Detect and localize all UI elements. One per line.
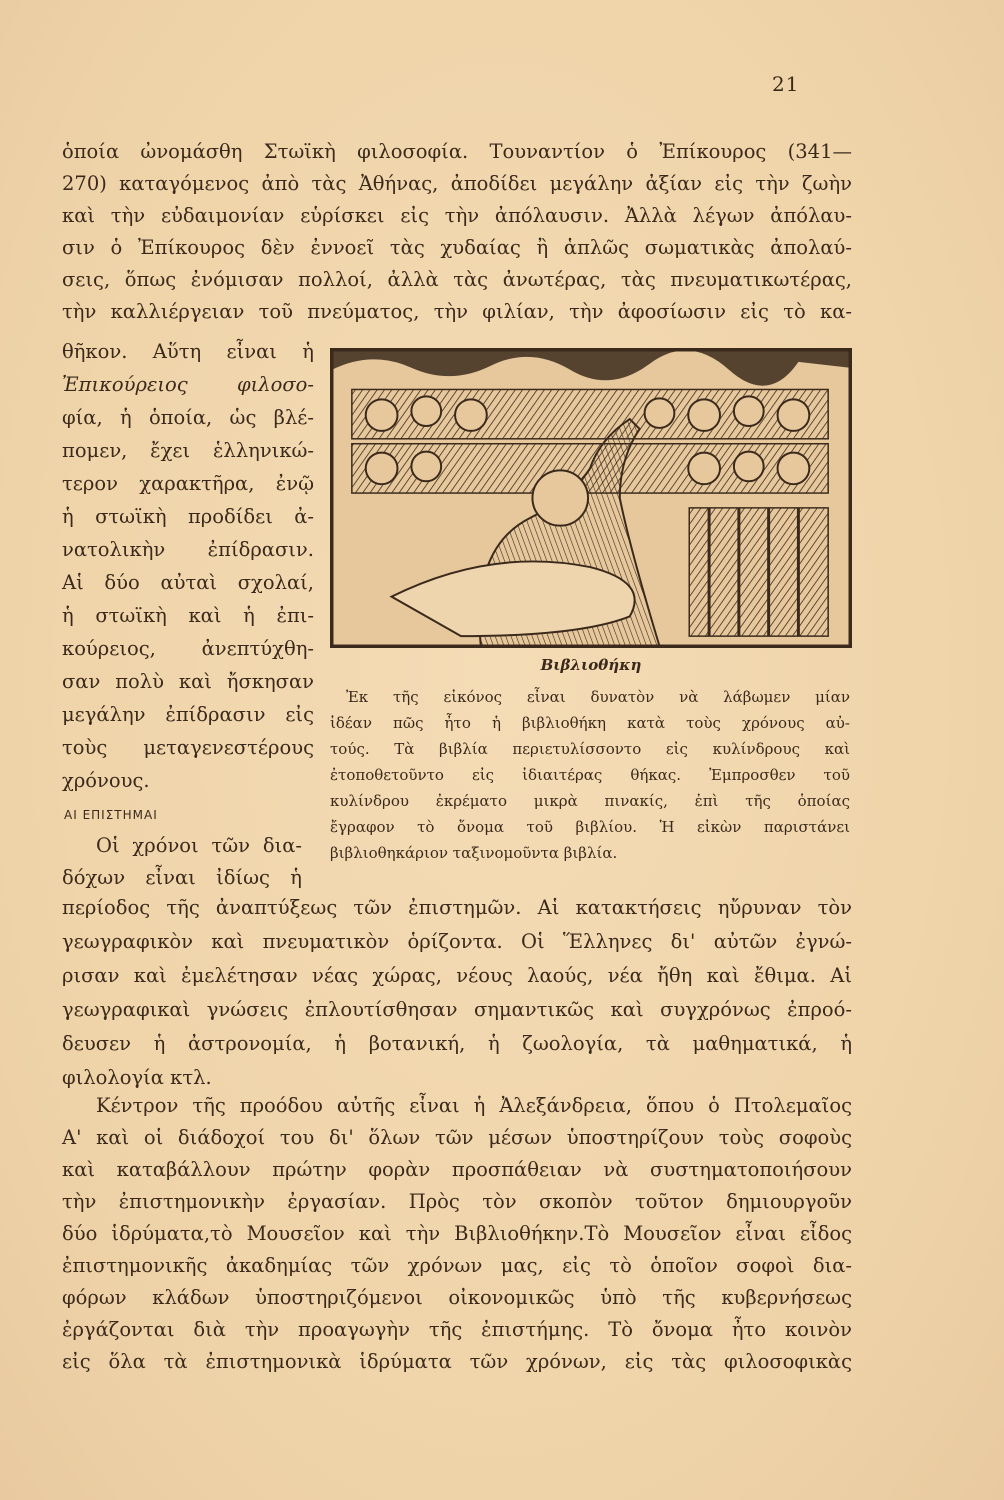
column-line-13: τοὺς μεταγενεστέρους [62,736,314,759]
column-line-1: θῆκον. Αὕτη εἶναι ἡ [62,340,314,363]
text-line-11: δευσεν ἡ ἀστρονομία, ἡ βοτανική, ἡ ζωολογία, τὰ μαθηματικά, ἡ [62,1032,852,1055]
column-line-7: νατολικὴν ἐπίδρασιν. [62,538,314,561]
caption-line-3: τούς. Τὰ βιβλία περιετυλίσσοντο εἰς κυλίνδρους καὶ [330,740,850,758]
text-line-14: Α' καὶ οἱ διάδοχοί του δι' ὅλων τῶν μέσων ὑποστηρίζουν τοὺς σοφοὺς [62,1126,852,1149]
column-line-9: ἡ στωϊκὴ καὶ ἡ ἐπι- [62,604,314,627]
text-line-7: περίοδος τῆς ἀναπτύξεως τῶν ἐπιστημῶν. Αἱ κατακτήσεις ηὔρυναν τὸν [62,896,852,919]
column-line-8: Αἱ δύο αὐταὶ σχολαί, [62,571,314,594]
column-line-4: πομεν, ἔχει ἑλληνικώ- [62,439,314,462]
column-line-2: Ἐπικούρειος φιλοσο- [62,373,314,396]
caption-line-2: ἰδέαν πῶς ἦτο ἡ βιβλιοθήκη κατὰ τοὺς χρόνους αὐ- [330,714,850,732]
text-line-10: γεωγραφικαὶ γνώσεις ἐπλουτίσθησαν σημαντικῶς καὶ συγχρόνως ἐπροό- [62,998,852,1021]
text-line-13: Κέντρον τῆς προόδου αὐτῆς εἶναι ἡ Ἀλεξάνδρεια, ὅπου ὁ Πτολεμαῖος [96,1094,852,1117]
column-line-12: μεγάλην ἐπίδρασιν εἰς [62,703,314,726]
text-line-21: εἰς ὅλα τὰ ἐπιστημονικὰ ἱδρύματα τῶν χρόνων, εἰς τὰς φιλοσοφικὰς [62,1350,852,1373]
text-line-17: δύο ἱδρύματα,τὸ Μουσεῖον καὶ τὴν Βιβλιοθήκην.Τὸ Μουσεῖον εἶναι εἶδος [62,1222,852,1245]
text-line-4: σιν ὁ Ἐπίκουρος δὲν ἐννοεῖ τὰς χυδαίας ἢ ἁπλῶς σωματικὰς ἀπολαύ- [62,236,852,259]
figure-title: Βιβλιοθήκη [540,656,642,674]
text-line-12: φιλολογία κτλ. [62,1066,212,1089]
text-line-1: ὁποία ὠνομάσθη Στωϊκὴ φιλοσοφία. Τουναντίον ὁ Ἐπίκουρος (341— [62,140,852,163]
caption-line-5: κυλίνδρου ἐκρέματο μικρὰ πινακίς, ἐπὶ τῆς ὁποίας [330,792,850,810]
text-line-20: ἐργάζονται διὰ τὴν προαγωγὴν τῆς ἐπιστήμης. Τὸ ὄνομα ἦτο κοινὸν [62,1318,852,1341]
caption-line-4: ἐτοποθετοῦντο εἰς ἰδιαιτέρας θήκας. Ἐμπροσθεν τοῦ [330,766,850,784]
text-line-3: καὶ τὴν εὐδαιμονίαν εὑρίσκει εἰς τὴν ἀπόλαυσιν. Ἀλλὰ λέγων ἀπόλαυ- [62,204,852,227]
text-line-8: γεωγραφικὸν καὶ πνευματικὸν ὁρίζοντα. Οἱ Ἕλληνες δι' αὐτῶν ἐγνώ- [62,930,852,953]
column-line-3: φία, ἡ ὁποία, ὡς βλέ- [62,406,314,429]
text-line-5: σεις, ὅπως ἐνόμισαν πολλοί, ἀλλὰ τὰς ἀνωτέρας, τὰς πνευματικωτέρας, [62,268,852,291]
text-line-15: καὶ καταβάλλουν πρώτην φορὰν προσπάθειαν νὰ συστηματοποιήσουν [62,1158,852,1181]
column-line-16: δόχων εἶναι ἰδίως ἡ [62,866,302,889]
column-line-10: κούρειος, ἀνεπτύχθη- [62,637,314,660]
page-number: 21 [772,72,800,96]
caption-line-7: βιβλιοθηκάριον ταξινομοῦντα βιβλία. [330,844,618,862]
library-engraving [332,350,850,646]
caption-line-1: Ἐκ τῆς εἰκόνος εἶναι δυνατὸν νὰ λάβωμεν μίαν [346,688,850,706]
text-line-6: τὴν καλλιέργειαν τοῦ πνεύματος, τὴν φιλίαν, τὴν ἀφοσίωσιν εἰς τὸ κα- [62,300,852,323]
text-line-16: τὴν ἐπιστημονικὴν ἐργασίαν. Πρὸς τὸν σκοπὸν τοῦτον δημιουργοῦν [62,1190,852,1213]
text-line-9: ρισαν καὶ ἐμελέτησαν νέας χώρας, νέους λαούς, νέα ἤθη καὶ ἔθιμα. Αἱ [62,964,852,987]
column-line-6: ἡ στωϊκὴ προδίδει ἀ- [62,505,314,528]
column-line-11: σαν πολὺ καὶ ἤσκησαν [62,670,314,693]
text-line-19: φόρων κλάδων ὑποστηριζόμενοι οἰκονομικῶς ὑπὸ τῆς κυβερνήσεως [62,1286,852,1309]
caption-line-6: ἔγραφον τὸ ὄνομα τοῦ βιβλίου. Ἡ εἰκὼν παριστάνει [330,818,850,836]
column-line-5: τερον χαρακτῆρα, ἐνῷ [62,472,314,495]
library-illustration [330,348,852,648]
text-line-18: ἐπιστημονικῆς ἀκαδημίας τῶν χρόνων μας, εἰς τὸ ὁποῖον σοφοὶ δια- [62,1254,852,1277]
text-line-2: 270) καταγόμενος ἀπὸ τὰς Ἀθήνας, ἀποδίδει μεγάλην ἀξίαν εἰς τὴν ζωὴν [62,172,852,195]
column-line-15: Οἱ χρόνοι τῶν δια- [96,834,302,857]
column-line-14: χρόνους. [62,769,150,792]
section-heading: ΑΙ ΕΠΙΣΤΗΜΑΙ [64,808,158,822]
